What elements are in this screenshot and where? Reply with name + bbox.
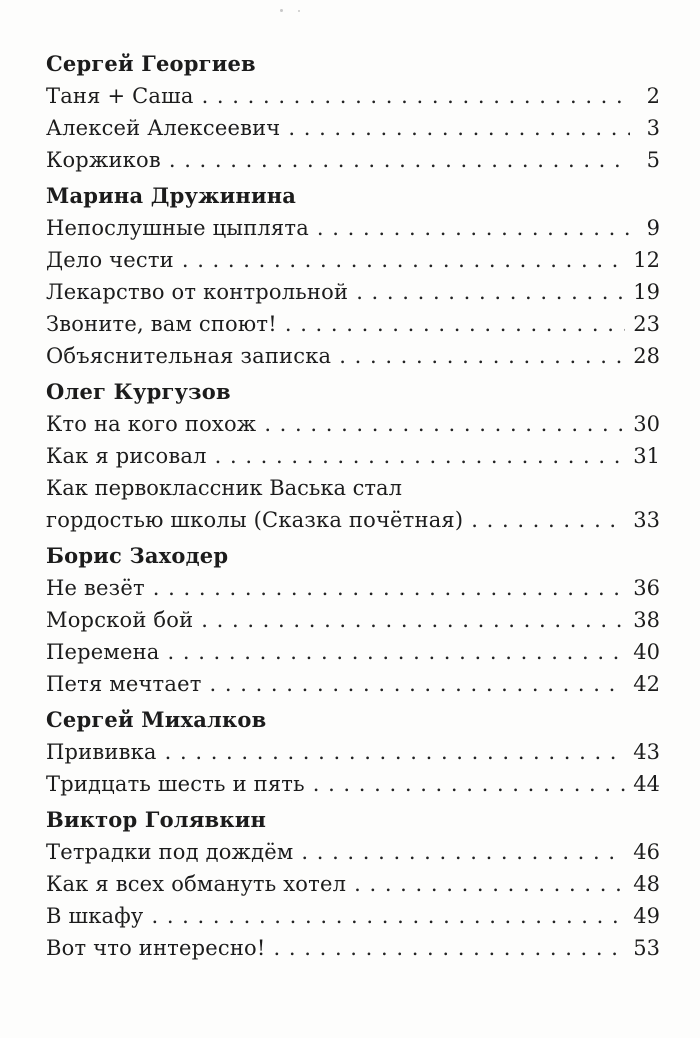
page-number: 36	[633, 576, 660, 600]
dot-leader	[151, 900, 625, 932]
entry-title: Непослушные цыплята	[46, 216, 309, 240]
dot-leader	[153, 572, 625, 604]
dot-leader	[301, 836, 625, 868]
toc-entry[interactable]	[46, 932, 660, 964]
dot-leader	[215, 440, 626, 472]
entry-title: Петя мечтает	[46, 672, 202, 696]
entry-title: Как я рисовал	[46, 444, 207, 468]
entry-title: Дело чести	[46, 248, 174, 272]
page-number: 42	[633, 672, 660, 696]
toc-entry[interactable]	[46, 276, 660, 308]
page-number: 23	[633, 312, 660, 336]
page-number: 48	[633, 872, 660, 896]
entry-title: Вот что интересно!	[46, 936, 266, 960]
dot-leader	[264, 408, 625, 440]
entry-title: Объяснительная записка	[46, 344, 332, 368]
entry-title: Тетрадки под дождём	[46, 840, 294, 864]
page-number: 3	[646, 116, 660, 140]
print-speck	[298, 10, 300, 12]
entry-title: Лекарство от контрольной	[46, 280, 349, 304]
toc-entry[interactable]	[46, 440, 660, 472]
toc-entry[interactable]	[46, 144, 660, 176]
toc-entry[interactable]	[46, 80, 660, 112]
entry-title-line-2: гордостью школы (Сказка почётная)	[46, 508, 464, 532]
entry-title: Не везёт	[46, 576, 145, 600]
entry-title: Перемена	[46, 640, 160, 664]
toc-entry[interactable]	[46, 572, 660, 604]
page-number: 44	[633, 772, 660, 796]
print-speck	[280, 9, 283, 12]
page-number: 49	[633, 904, 660, 928]
dot-leader	[354, 868, 625, 900]
page-number: 30	[633, 412, 660, 436]
entry-title: Алексей Алексеевич	[46, 116, 281, 140]
toc-entry[interactable]	[46, 736, 660, 768]
page-number: 2	[646, 84, 660, 108]
dot-leader	[317, 212, 630, 244]
table-of-contents	[46, 48, 660, 964]
toc-entry[interactable]	[46, 868, 660, 900]
page-number: 53	[633, 936, 660, 960]
author-heading: Сергей Михалков	[46, 707, 267, 732]
entry-title: Как я всех обмануть хотел	[46, 872, 347, 896]
dot-leader	[339, 340, 625, 372]
author-heading: Марина Дружинина	[46, 183, 297, 208]
page-number: 9	[646, 216, 660, 240]
entry-title: В шкафу	[46, 904, 144, 928]
page-number: 31	[633, 444, 660, 468]
entry-title: Тридцать шесть и пять	[46, 772, 305, 796]
author-heading: Виктор Голявкин	[46, 807, 267, 832]
entry-title: Коржиков	[46, 148, 161, 172]
dot-leader	[274, 932, 626, 964]
toc-entry-multiline[interactable]	[46, 472, 660, 536]
dot-leader	[165, 736, 626, 768]
entry-title-line-2-row	[46, 504, 660, 536]
page-number: 12	[633, 248, 660, 272]
page-number: 19	[633, 280, 660, 304]
toc-entry[interactable]	[46, 900, 660, 932]
page-number: 38	[633, 608, 660, 632]
author-heading: Сергей Георгиев	[46, 51, 256, 76]
page-number: 28	[633, 344, 660, 368]
toc-entry[interactable]	[46, 244, 660, 276]
toc-entry[interactable]	[46, 408, 660, 440]
toc-entry[interactable]	[46, 636, 660, 668]
dot-leader	[210, 668, 626, 700]
dot-leader	[288, 112, 630, 144]
toc-entry[interactable]	[46, 768, 660, 800]
dot-leader	[182, 244, 625, 276]
dot-leader	[285, 308, 625, 340]
toc-entry[interactable]	[46, 340, 660, 372]
entry-title: Звоните, вам споют!	[46, 312, 277, 336]
dot-leader	[356, 276, 625, 308]
author-heading: Борис Заходер	[46, 543, 229, 568]
toc-entry[interactable]	[46, 308, 660, 340]
toc-entry[interactable]	[46, 668, 660, 700]
page-number: 33	[633, 508, 660, 532]
page-number: 5	[646, 148, 660, 172]
author-heading: Олег Кургузов	[46, 379, 231, 404]
dot-leader	[313, 768, 626, 800]
toc-entry[interactable]	[46, 604, 660, 636]
toc-entry[interactable]	[46, 212, 660, 244]
dot-leader	[169, 144, 630, 176]
entry-title: Прививка	[46, 740, 157, 764]
dot-leader	[168, 636, 626, 668]
entry-title-line-1: Как первоклассник Васька стал	[46, 476, 402, 500]
page-number: 43	[633, 740, 660, 764]
toc-entry[interactable]	[46, 112, 660, 144]
page-number: 40	[633, 640, 660, 664]
entry-title: Таня + Саша	[46, 84, 194, 108]
entry-title: Морской бой	[46, 608, 194, 632]
dot-leader	[201, 604, 625, 636]
toc-entry[interactable]	[46, 836, 660, 868]
dot-leader	[471, 504, 625, 536]
entry-title: Кто на кого похож	[46, 412, 257, 436]
page-number: 46	[633, 840, 660, 864]
dot-leader	[202, 80, 630, 112]
